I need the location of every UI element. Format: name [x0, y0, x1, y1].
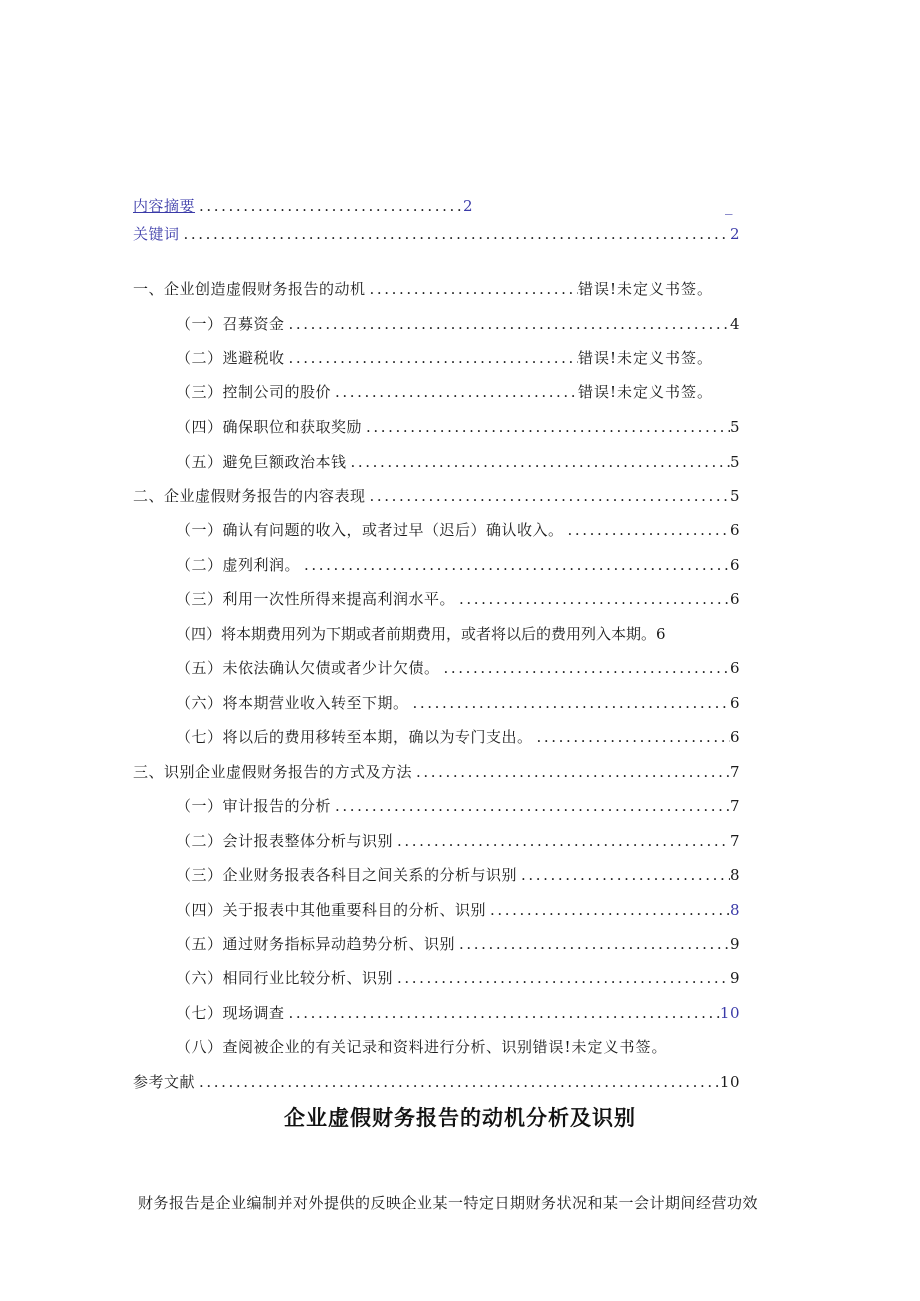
toc-leader — [362, 417, 730, 437]
toc-leader — [285, 314, 730, 334]
article-title: 企业虚假财务报告的动机分析及识别 — [284, 1106, 636, 1130]
toc-entry-label: （三）企业财务报表各科目之间关系的分析与识别 — [176, 866, 518, 884]
toc-entry-section-3[interactable] — [133, 758, 740, 782]
toc-entry-page: 错误!未定义书签。 — [532, 1038, 668, 1056]
toc-leader — [440, 658, 730, 678]
toc-entry-1-3[interactable] — [176, 378, 713, 402]
toc-entry-section-1[interactable] — [133, 275, 713, 299]
toc-entry-2-3[interactable] — [176, 585, 740, 609]
toc-entry-section-2[interactable] — [133, 482, 740, 506]
toc-entry-page: 2 — [462, 197, 473, 215]
toc-entry-label: （四）将本期费用列为下期或者前期费用，或者将以后的费用列入本期。 — [176, 625, 657, 643]
toc-entry-2-7[interactable] — [176, 723, 740, 747]
toc-entry-label: （四）确保职位和获取奖励 — [176, 418, 363, 436]
toc-entry-page: 5 — [729, 453, 740, 471]
toc-entry-label: （八）查阅被企业的有关记录和资料进行分析、识别 — [176, 1038, 533, 1056]
toc-leader — [180, 224, 730, 244]
toc-entry-label: （三）利用一次性所得来提高利润水平。 — [176, 590, 456, 608]
toc-leader — [331, 382, 578, 402]
toc-entry-3-8[interactable] — [176, 1033, 740, 1057]
toc-entry-label: 三、识别企业虚假财务报告的方式及方法 — [133, 763, 413, 781]
toc-entry-label: （五）避免巨额政治本钱 — [176, 453, 347, 471]
toc-entry-page: 6 — [729, 694, 740, 712]
toc-entry-page: 错误!未定义书签。 — [577, 349, 713, 367]
toc-entry-label: （一）召募资金 — [176, 315, 285, 333]
corner-mark: _ — [725, 197, 733, 215]
toc-leader — [285, 1003, 720, 1023]
toc-entry-page: 错误!未定义书签。 — [577, 280, 713, 298]
toc-entry-page: 10 — [719, 1004, 740, 1022]
toc-entry-2-1[interactable] — [176, 516, 740, 540]
toc-leader — [455, 934, 730, 954]
toc-leader — [300, 555, 730, 575]
toc-entry-page: 4 — [729, 315, 740, 333]
toc-entry-label: （二）逃避税收 — [176, 349, 285, 367]
toc-leader — [347, 452, 730, 472]
toc-entry-page: 8 — [729, 901, 740, 919]
toc-entry-1-5[interactable] — [176, 448, 740, 472]
toc-leader — [366, 279, 578, 299]
toc-entry-abstract[interactable] — [133, 192, 473, 216]
toc-entry-3-6[interactable] — [176, 964, 740, 988]
article-first-line: 财务报告是企业编制并对外提供的反映企业某一特定日期财务状况和某一会计期间经营功效 — [138, 1194, 759, 1212]
toc-entry-keywords[interactable] — [133, 220, 740, 244]
toc-entry-3-2[interactable] — [176, 827, 740, 851]
toc-entry-label: （一）审计报告的分析 — [176, 797, 332, 815]
toc-entry-page: 错误!未定义书签。 — [577, 383, 713, 401]
toc-entry-page: 7 — [729, 797, 740, 815]
toc-entry-2-4[interactable] — [176, 620, 740, 644]
toc-entry-label: （一）确认有问题的收入，或者过早（迟后）确认收入。 — [176, 521, 564, 539]
toc-entry-1-2[interactable] — [176, 344, 713, 368]
toc-entry-label: （五）通过财务指标异动趋势分析、识别 — [176, 935, 456, 953]
toc-leader — [455, 589, 730, 609]
toc-leader — [486, 900, 730, 920]
toc-entry-page: 6 — [729, 556, 740, 574]
toc-entry-page: 6 — [729, 728, 740, 746]
toc-entry-label: （六）相同行业比较分析、识别 — [176, 969, 394, 987]
toc-entry-page: 7 — [729, 763, 740, 781]
toc-leader — [533, 727, 730, 747]
toc-entry-label: 关键词 — [133, 225, 180, 243]
toc-entry-3-5[interactable] — [176, 930, 740, 954]
toc-entry-page: 7 — [729, 832, 740, 850]
toc-entry-page: 9 — [729, 935, 740, 953]
toc-entry-page: 6 — [729, 521, 740, 539]
toc-entry-label: （六）将本期营业收入转至下期。 — [176, 694, 409, 712]
toc-entry-page: 6 — [729, 659, 740, 677]
toc-entry-page: 6 — [729, 590, 740, 608]
toc-entry-2-5[interactable] — [176, 654, 740, 678]
toc-entry-3-4[interactable] — [176, 896, 740, 920]
toc-entry-label: 二、企业虚假财务报告的内容表现 — [133, 487, 366, 505]
toc-entry-label: （四）关于报表中其他重要科目的分析、识别 — [176, 901, 487, 919]
toc-entry-page: 5 — [729, 487, 740, 505]
toc-entry-label: （七）将以后的费用移转至本期，确以为专门支出。 — [176, 728, 533, 746]
toc-entry-page: 10 — [719, 1073, 740, 1091]
toc-leader — [366, 486, 730, 506]
toc-entry-page: 6 — [656, 625, 667, 643]
toc-leader — [195, 1072, 720, 1092]
toc-entry-3-3[interactable] — [176, 861, 740, 885]
toc-entry-page: 5 — [729, 418, 740, 436]
toc-leader — [564, 520, 730, 540]
toc-entry-1-1[interactable] — [176, 310, 740, 334]
toc-leader — [517, 865, 730, 885]
toc-entry-label: （七）现场调查 — [176, 1004, 285, 1022]
toc-entry-page: 2 — [729, 225, 740, 243]
toc-leader — [331, 796, 730, 816]
toc-entry-3-7[interactable] — [176, 999, 740, 1023]
toc-entry-label: 参考文献 — [133, 1073, 196, 1091]
toc-leader — [285, 348, 578, 368]
toc-entry-label: （二）虚列利润。 — [176, 556, 301, 574]
toc-leader — [393, 831, 730, 851]
toc-entry-1-4[interactable] — [176, 413, 740, 437]
toc-entry-label: （五）未依法确认欠债或者少计欠债。 — [176, 659, 440, 677]
toc-leader — [195, 196, 463, 216]
toc-entry-label: 内容摘要 — [133, 197, 196, 215]
toc-leader — [412, 762, 730, 782]
toc-entry-page: 9 — [729, 969, 740, 987]
toc-leader — [409, 693, 730, 713]
toc-entry-label: 一、企业创造虚假财务报告的动机 — [133, 280, 366, 298]
toc-entry-references[interactable] — [133, 1068, 740, 1092]
toc-entry-2-2[interactable] — [176, 551, 740, 575]
toc-entry-page: 8 — [729, 866, 740, 884]
toc-entry-label: （二）会计报表整体分析与识别 — [176, 832, 394, 850]
toc-entry-2-6[interactable] — [176, 689, 740, 713]
toc-entry-3-1[interactable] — [176, 792, 740, 816]
toc-entry-label: （三）控制公司的股价 — [176, 383, 332, 401]
toc-leader — [393, 968, 730, 988]
